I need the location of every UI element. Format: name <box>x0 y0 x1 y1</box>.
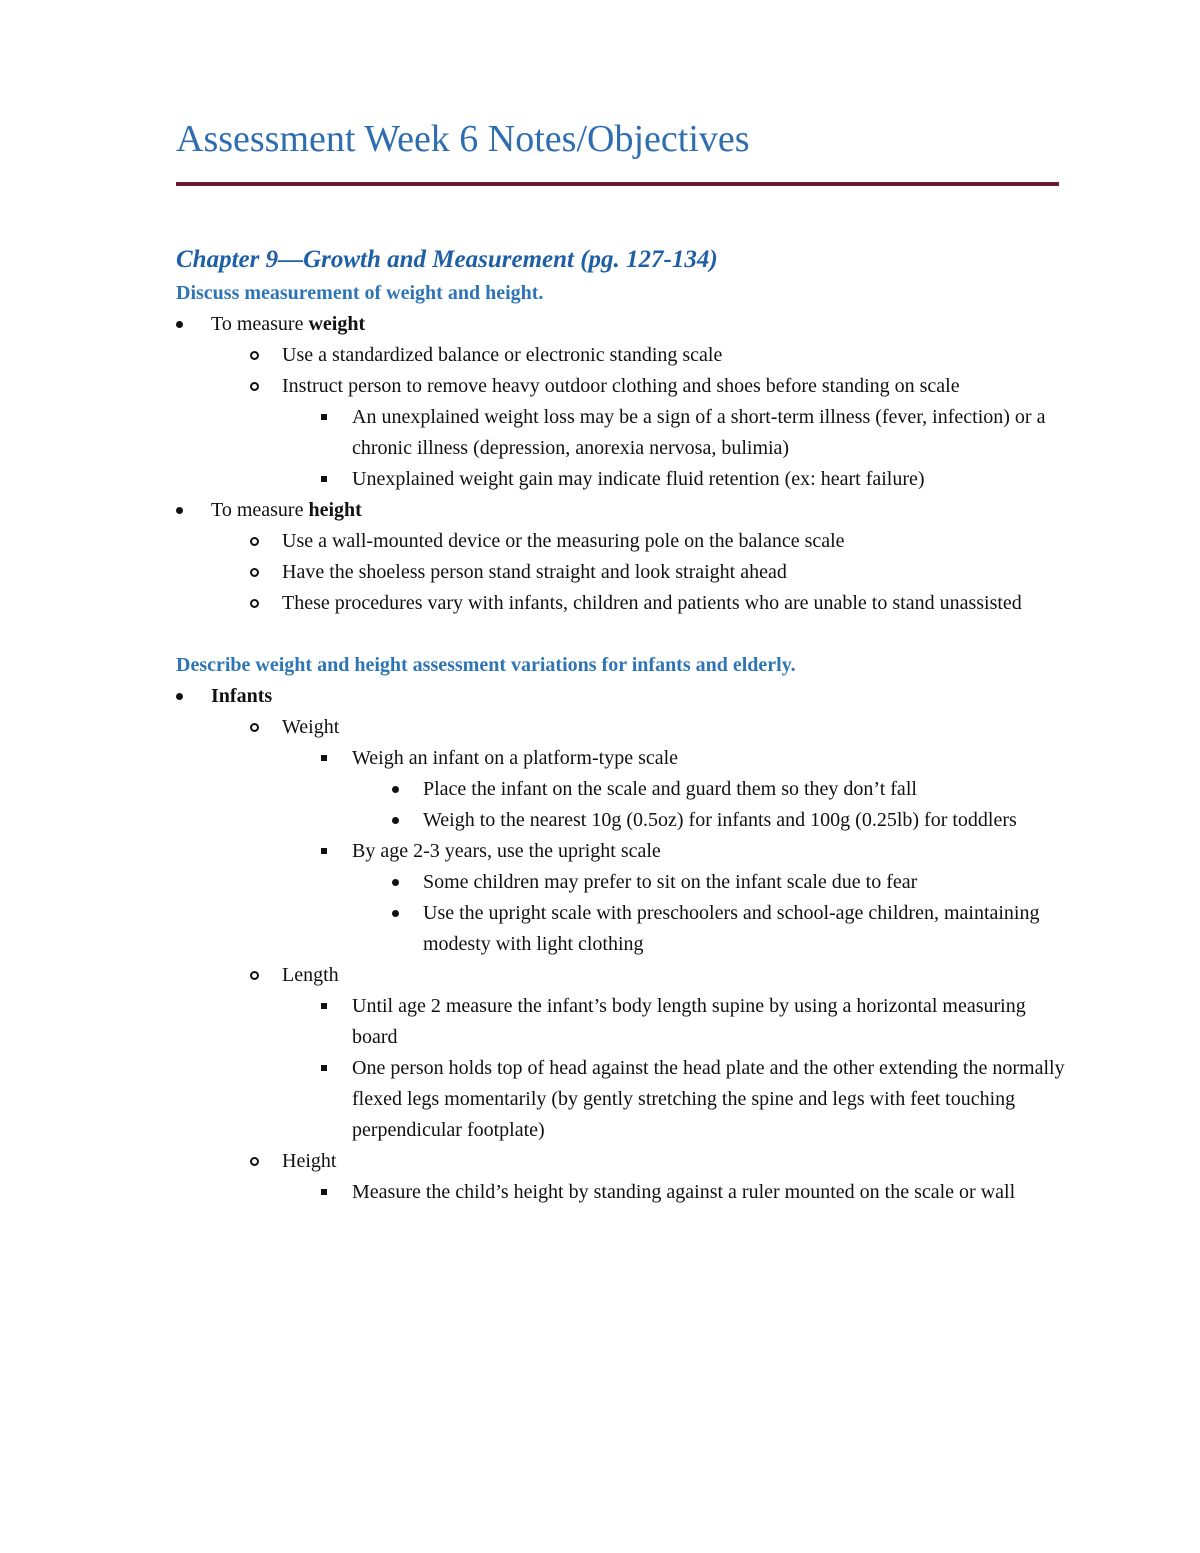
item-text: Use a standardized balance or electronic standing scale <box>282 344 723 366</box>
bullet-square-icon <box>321 1189 327 1195</box>
item-keyword: weight <box>308 313 366 335</box>
item-text: By age 2-3 years, use the upright scale <box>352 840 661 862</box>
list-item <box>176 464 1066 495</box>
bullet-disc-icon <box>392 879 399 886</box>
document-title: Assessment Week 6 Notes/Objectives <box>176 118 750 160</box>
item-keyword: height <box>308 499 362 521</box>
bullet-square-icon <box>321 476 327 482</box>
list-item <box>176 340 1066 371</box>
item-text: Until age 2 measure the infant’s body length supine by using a horizontal measuring board <box>352 995 1026 1048</box>
bullet-circle-icon <box>250 723 259 732</box>
list-item <box>176 743 1066 774</box>
list-item-infants <box>176 681 1066 712</box>
list-item-height <box>176 1146 1066 1177</box>
objective-heading-variations: Describe weight and height assessment variations for infants and elderly. <box>176 654 796 676</box>
item-text: Use the upright scale with preschoolers and school-age children, maintaining modesty with light clothing <box>423 902 1040 955</box>
document-body <box>176 242 1066 1208</box>
bullet-square-icon <box>321 414 327 420</box>
section-spacer <box>176 619 1066 650</box>
item-prefix: To measure <box>211 313 309 335</box>
item-text: Height <box>282 1150 337 1172</box>
bullet-disc-icon <box>392 910 399 917</box>
item-text: Weigh an infant on a platform-type scale <box>352 747 679 769</box>
item-text: Weigh to the nearest 10g (0.5oz) for infants and 100g (0.25lb) for toddlers <box>423 809 1017 831</box>
list-item <box>176 526 1066 557</box>
item-text: An unexplained weight loss may be a sign of a short-term illness (fever, infection) or a chronic illness (depression, anorexia nervosa, bulimia) <box>352 406 1046 459</box>
item-text: Some children may prefer to sit on the infant scale due to fear <box>423 871 918 893</box>
list-item <box>176 836 1066 867</box>
item-text: These procedures vary with infants, children and patients who are unable to stand unassisted <box>282 592 1022 614</box>
item-text: Instruct person to remove heavy outdoor clothing and shoes before standing on scale <box>282 375 960 397</box>
bullet-disc-icon <box>392 786 399 793</box>
item-text: Place the infant on the scale and guard them so they don’t fall <box>423 778 917 800</box>
bullet-circle-icon <box>250 971 259 980</box>
list-item <box>176 774 1066 805</box>
bullet-square-icon <box>321 1003 327 1009</box>
item-keyword: Infants <box>211 685 273 707</box>
list-item-measure-weight <box>176 309 1066 340</box>
item-text: Length <box>282 964 339 986</box>
item-text: Measure the child’s height by standing against a ruler mounted on the scale or wall <box>352 1181 1016 1203</box>
list-item-measure-height <box>176 495 1066 526</box>
list-item <box>176 898 1066 960</box>
bullet-circle-icon <box>250 382 259 391</box>
list-item <box>176 1053 1066 1146</box>
title-divider <box>176 182 1059 186</box>
item-text: Have the shoeless person stand straight and look straight ahead <box>282 561 787 583</box>
bullet-circle-icon <box>250 568 259 577</box>
chapter-heading: Chapter 9—Growth and Measurement (pg. 127-134) <box>176 246 718 273</box>
item-text: Use a wall-mounted device or the measuring pole on the balance scale <box>282 530 845 552</box>
list-item <box>176 557 1066 588</box>
bullet-circle-icon <box>250 1157 259 1166</box>
list-item <box>176 1177 1066 1208</box>
list-item-weight <box>176 712 1066 743</box>
measurement-list <box>176 309 1066 619</box>
bullet-disc-icon <box>176 693 183 700</box>
bullet-disc-icon <box>176 321 183 328</box>
item-text: Weight <box>282 716 340 738</box>
list-item-length <box>176 960 1066 991</box>
bullet-circle-icon <box>250 599 259 608</box>
item-prefix: To measure <box>211 499 309 521</box>
item-text: Unexplained weight gain may indicate fluid retention (ex: heart failure) <box>352 468 925 490</box>
list-item <box>176 991 1066 1053</box>
objective-heading-measurement: Discuss measurement of weight and height. <box>176 282 544 304</box>
list-item <box>176 402 1066 464</box>
bullet-circle-icon <box>250 351 259 360</box>
list-item <box>176 371 1066 402</box>
bullet-disc-icon <box>176 507 183 514</box>
bullet-square-icon <box>321 848 327 854</box>
item-text: One person holds top of head against the head plate and the other extending the normally flexed legs momentarily (by gently stretching the spine and legs with feet touching perpendicular footplate) <box>352 1057 1065 1141</box>
variations-list <box>176 681 1066 1208</box>
list-item <box>176 588 1066 619</box>
bullet-disc-icon <box>392 817 399 824</box>
bullet-square-icon <box>321 755 327 761</box>
list-item <box>176 805 1066 836</box>
list-item <box>176 867 1066 898</box>
bullet-circle-icon <box>250 537 259 546</box>
bullet-square-icon <box>321 1065 327 1071</box>
